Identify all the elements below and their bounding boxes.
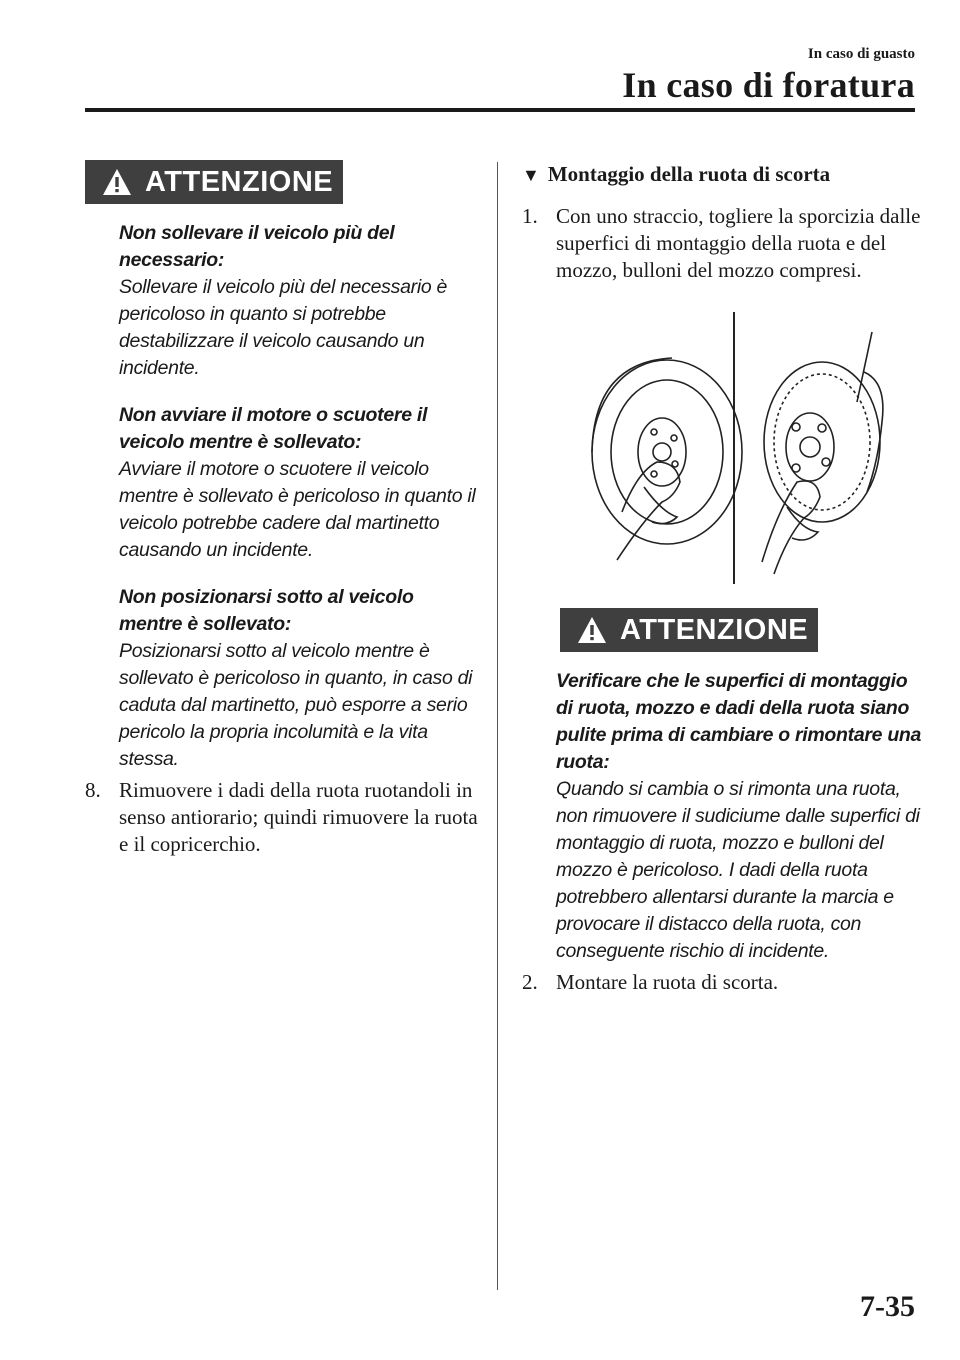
warning-item: [119, 220, 480, 382]
section-name: In caso di guasto: [807, 46, 915, 62]
warning-body: Posizionarsi sotto al veicolo mentre è sollevato è pericoloso in quanto, in caso di caduta dal martinetto, può esporre a serio pericolo la propria incolumità e la vita stessa.: [119, 640, 473, 770]
step-2: [522, 969, 922, 996]
warning-triangle-icon: [576, 615, 608, 645]
subsection-title: Montaggio della ruota di scorta: [547, 162, 831, 186]
warning-title: Non posizionarsi sotto al veicolo mentre è sollevato:: [119, 586, 414, 635]
warning-banner: [560, 608, 818, 652]
warning-banner: [85, 160, 343, 204]
warning-list: [556, 668, 922, 965]
warning-body: Quando si cambia o si rimonta una ruota, non rimuovere il sudiciume dalle superfici di montaggio di ruota, mozzo e bulloni del mozzo è pericoloso. I dadi della ruota potrebbero allentarsi durante la marcia e provocare il distacco della ruota, con conseguente rischio di incidente.: [556, 778, 920, 962]
step-text: Con uno straccio, togliere la sporcizia dalle superfici di montaggio della ruota e del mozzo, bulloni del mozzo compresi.: [556, 204, 921, 282]
wheel-cleaning-illustration: [582, 312, 902, 592]
step-number: 2.: [522, 970, 538, 994]
warning-body: Avviare il motore o scuotere il veicolo mentre è sollevato è pericoloso in quanto il veicolo potrebbe cadere dal martinetto causando un incidente.: [119, 458, 476, 561]
warning-item: [119, 402, 480, 564]
step-text: Montare la ruota di scorta.: [556, 970, 779, 994]
triangle-marker-icon: ▼: [522, 165, 540, 185]
warning-banner-label: ATTENZIONE: [620, 613, 809, 646]
header-rule: [85, 108, 915, 112]
warning-triangle-icon: [101, 167, 133, 197]
warning-title: Non avviare il motore o scuotere il veicolo mentre è sollevato:: [119, 404, 428, 453]
warning-banner-label: ATTENZIONE: [145, 165, 334, 198]
step-text: Rimuovere i dadi della ruota ruotandoli in senso antiorario; quindi rimuovere la ruota e il copricerchio.: [119, 778, 478, 856]
step-number: 1.: [522, 204, 538, 228]
step-1: [522, 203, 922, 284]
column-divider: [497, 162, 498, 1290]
warning-body: Sollevare il veicolo più del necessario è pericoloso in quanto si potrebbe destabilizzare il veicolo causando un incidente.: [119, 276, 448, 379]
warning-list: [119, 220, 480, 773]
wheel-hub-drawing: [582, 312, 902, 592]
step-8: [85, 777, 480, 858]
warning-title: Non sollevare il veicolo più del necessario:: [119, 222, 395, 271]
left-column: [85, 160, 480, 858]
page-title: In caso di foratura: [622, 65, 915, 105]
step-number: 8.: [85, 778, 101, 802]
warning-item: [556, 668, 922, 965]
right-column: [522, 160, 922, 996]
page-number: 7-35: [860, 1290, 915, 1323]
warning-item: [119, 584, 480, 773]
subsection-heading: [522, 160, 922, 189]
warning-title: Verificare che le superfici di montaggio di ruota, mozzo e dadi della ruota siano pulite prima di cambiare o rimontare una ruota:: [556, 670, 922, 773]
